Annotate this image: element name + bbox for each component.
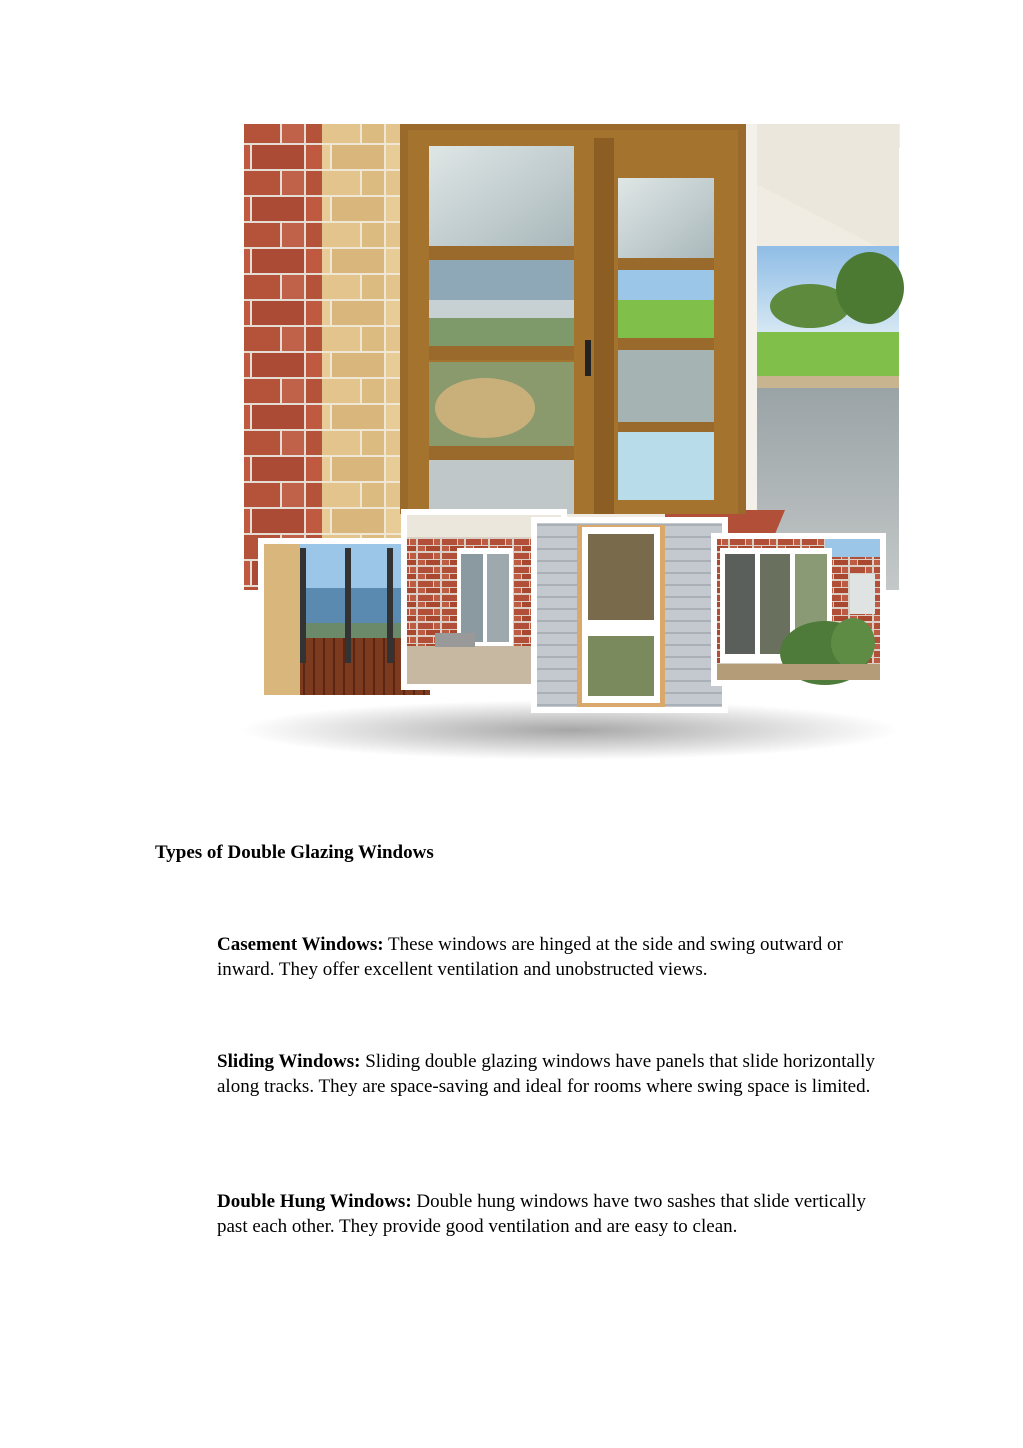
window-type-double-hung	[217, 1190, 882, 1239]
hero-collage-image	[225, 118, 915, 778]
window-type-description: Sliding double glazing windows have panels that slide horizontally along tracks. They are space-saving and ideal for rooms where swing space is limited.	[217, 1051, 875, 1097]
window-type-description: These windows are hinged at the side and swing outward or inward. They offer excellent ventilation and unobstructed views.	[217, 934, 843, 980]
window-type-casement	[217, 933, 882, 982]
thumbnail-double-hung-photo	[711, 533, 886, 686]
window-type-term: Double Hung Windows:	[217, 1191, 412, 1212]
section-title: Types of Double Glazing Windows	[155, 842, 434, 863]
window-type-term: Sliding Windows:	[217, 1051, 361, 1072]
window-type-description: Double hung windows have two sashes that slide vertically past each other. They provide good ventilation and are easy to clean.	[217, 1191, 866, 1237]
window-type-term: Casement Windows:	[217, 934, 384, 955]
window-type-sliding	[217, 1050, 882, 1099]
thumbnail-awning-window-photo	[531, 517, 728, 713]
